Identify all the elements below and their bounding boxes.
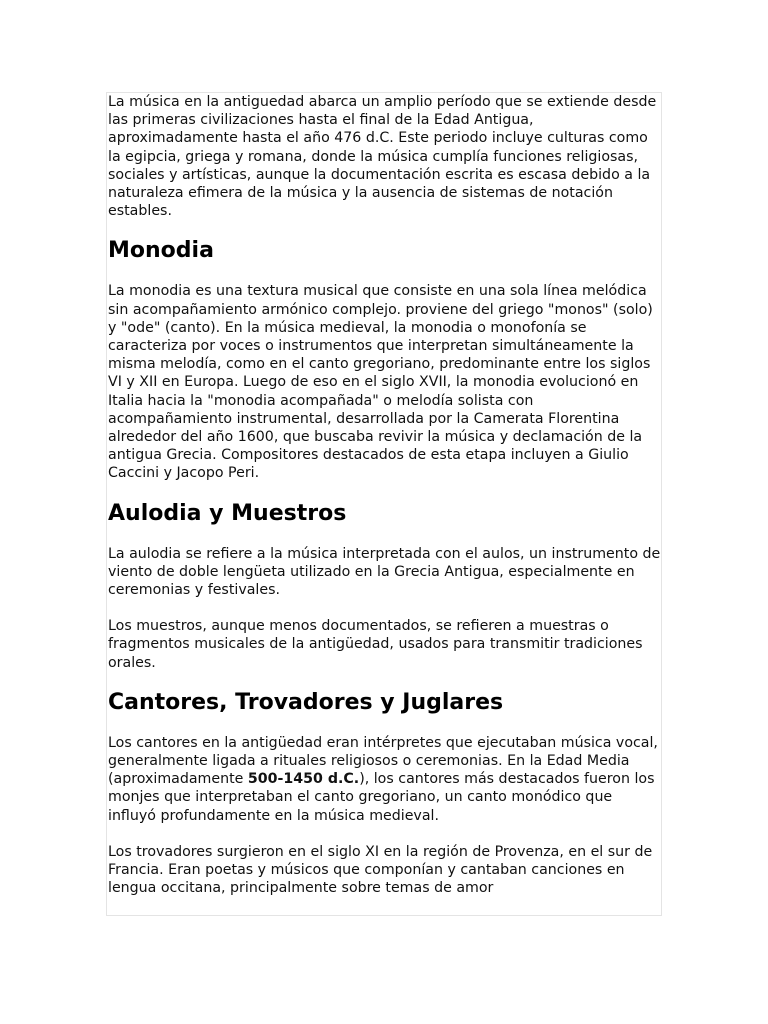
aulodia-paragraph: La aulodia se refiere a la música interpretada con el aulos, un instrumento de viento de doble lengüeta utilizado en la Grecia Antigua, especialmente en ceremonias y festivales.	[108, 545, 661, 599]
monodia-paragraph: La monodia es una textura musical que consiste en una sola línea melódica sin acompañamiento armónico complejo. proviene del griego "monos" (solo) y "ode" (canto). En la música medieval, la monodia o monofonía se caracteriza por voces o instrumentos que interpretan simultáneamente la misma melodía, como en el canto gregoriano, predominante entre los siglos VI y XII en Europa. Luego de eso en el siglo XVII, la monodia evolucionó en Italia hacia la "monodia acompañada" o melodía solista con acompañamiento instrumental, desarrollada por la Camerata Florentina alrededor del año 1600, que buscaba revivir la música y declamación de la antigua Grecia. Compositores destacados de esta etapa incluyen a Giulio Caccini y Jacopo Peri.	[108, 283, 653, 482]
section-heading-monodia: Monodia	[108, 238, 214, 264]
muestros-paragraph: Los muestros, aunque menos documentados, se refieren a muestras o fragmentos musicales de la antigüedad, usados para transmitir tradiciones orales.	[108, 618, 643, 671]
section-heading-cantores: Cantores, Trovadores y Juglares	[108, 689, 504, 715]
cantores-date-range: 500-1450 d.C.	[247, 771, 360, 788]
document-content	[107, 93, 661, 898]
cantores-text-start: Los cantores en la antigüedad eran intérpretes que ejecutaban música vocal, generalmente ligada a rituales religiosos o ceremonias. En la Edad Media (aproximadamente	[108, 734, 658, 788]
section-heading-aulodia: Aulodia y Muestros	[108, 500, 347, 526]
intro-paragraph: La música en la antiguedad abarca un amplio período que se extiende desde las primeras civilizaciones hasta el final de la Edad Antigua, aproximadamente hasta el año 476 d.C. Este periodo incluye culturas como la egipcia, griega y romana, donde la música cumplía funciones religiosas, sociales y artísticas, aunque la documentación escrita es escasa debido a la naturaleza efimera de la música y la ausencia de sistemas de notación estables.	[108, 94, 657, 220]
trovadores-paragraph: Los trovadores surgieron en el siglo XI en la región de Provenza, en el sur de Francia. Eran poetas y músicos que componían y cantaban canciones en lengua occitana, principalmente sobre temas de amor	[108, 843, 653, 897]
cantores-paragraph	[108, 734, 661, 825]
cantores-text-end: ), los cantores más destacados fueron los monjes que interpretaban el canto gregoriano, un canto monódico que influyó profundamente en la música medieval.	[108, 771, 655, 824]
document-page	[106, 92, 662, 916]
